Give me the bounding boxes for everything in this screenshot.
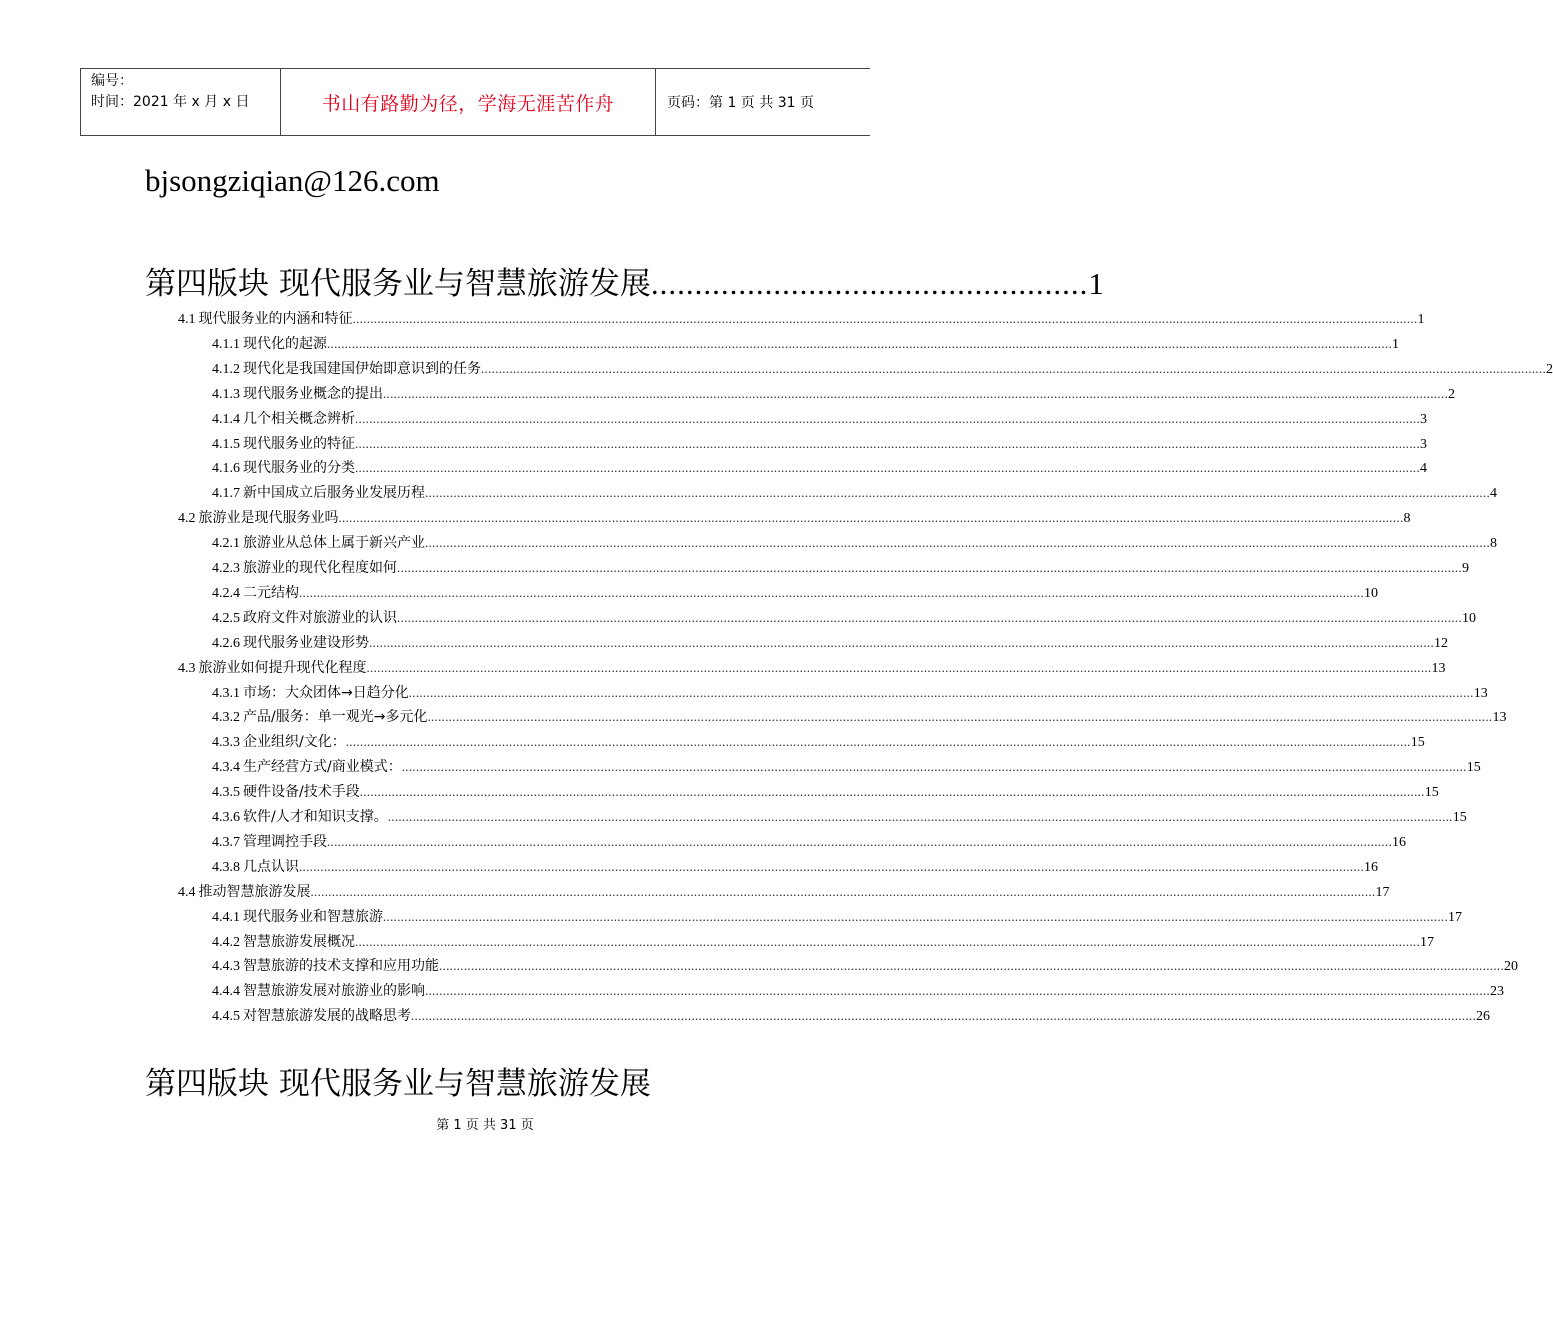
toc-entry-page: 13 xyxy=(1473,685,1488,701)
toc-entry-page: 8 xyxy=(1490,536,1497,552)
toc-entry-title: 管理调控手段 xyxy=(243,833,327,850)
toc-entry-page: 13 xyxy=(1492,710,1507,726)
toc-entry-page: 17 xyxy=(1375,884,1390,900)
toc-entry-title: 智慧旅游的技术支撑和应用功能 xyxy=(243,958,439,975)
toc-entry-page: 1 xyxy=(1392,336,1399,352)
toc-entry[interactable] xyxy=(212,632,1448,654)
toc-entry[interactable] xyxy=(212,557,1469,579)
toc-entry-page: 3 xyxy=(1420,436,1427,452)
toc-entry-leader: ............................................................................................................................................................................................................................................................................................................ xyxy=(338,510,1404,526)
toc-entry-leader: ............................................................................................................................................................................................................................................................................................................ xyxy=(425,485,1490,501)
toc-entry[interactable] xyxy=(212,482,1497,504)
toc-entry-leader: ............................................................................................................................................................................................................................................................................................................ xyxy=(481,360,1546,376)
toc-entry-number: 4.1.7 xyxy=(212,486,240,502)
toc-entry[interactable] xyxy=(178,657,1446,679)
toc-entry-number: 4.2.4 xyxy=(212,585,240,601)
toc-entry-title: 现代服务业建设形势 xyxy=(243,634,369,651)
toc-entry[interactable] xyxy=(178,308,1425,330)
toc-entry[interactable] xyxy=(212,831,1406,853)
toc-entry-leader: ............................................................................................................................................................................................................................................................................................................ xyxy=(397,609,1462,625)
toc-entry-title: 旅游业从总体上属于新兴产业 xyxy=(243,535,425,552)
toc-entry-title: 政府文件对旅游业的认识 xyxy=(243,609,397,626)
toc-entry-page: 10 xyxy=(1364,585,1378,601)
toc-entry-title: 生产经营方式/商业模式： xyxy=(243,759,402,776)
toc-entry-number: 4.3 xyxy=(178,660,196,676)
toc-entry[interactable] xyxy=(212,1005,1490,1027)
toc-entry-page: 15 xyxy=(1424,785,1439,801)
header-page-label: 页码：第 1 页 共 31 页 xyxy=(667,95,814,111)
toc-entry-title: 旅游业是现代服务业吗 xyxy=(198,510,339,527)
toc-entry[interactable] xyxy=(212,931,1434,953)
document-time-label: 时间：2021 年 x 月 x 日 xyxy=(91,94,250,110)
toc-entry-number: 4.2.3 xyxy=(212,561,240,576)
toc-entry-leader: ............................................................................................................................................................................................................................................................................................................ xyxy=(355,933,1420,949)
toc-entry-title: 智慧旅游发展对旅游业的影响 xyxy=(243,983,425,1000)
toc-entry-leader: ............................................................................................................................................................................................................................................................................................................ xyxy=(355,460,1420,476)
toc-entry-page: 16 xyxy=(1364,859,1378,875)
toc-entry-leader: ............................................................................................................................................................................................................................................................................................................ xyxy=(369,634,1434,650)
toc-entry-page: 12 xyxy=(1434,635,1448,651)
toc-entry-title: 旅游业的现代化程度如何 xyxy=(243,560,397,576)
toc-entry-title: 现代服务业的分类 xyxy=(243,460,355,477)
toc-entry-title: 二元结构 xyxy=(243,584,299,601)
toc-entry-title: 旅游业如何提升现代化程度 xyxy=(198,659,367,676)
toc-entry-leader: ............................................................................................................................................................................................................................................................................................................ xyxy=(397,560,1462,575)
toc-entry-title: 现代服务业的内涵和特征 xyxy=(198,311,353,327)
toc-entry-page: 17 xyxy=(1448,909,1462,925)
toc-entry-leader: ............................................................................................................................................................................................................................................................................................................ xyxy=(299,858,1364,874)
toc-entry-page: 13 xyxy=(1431,660,1446,676)
toc-entry-title: 企业组织/文化： xyxy=(243,734,346,751)
toc-entry-number: 4.3.3 xyxy=(212,735,240,751)
toc-entry-title: 几个相关概念辨析 xyxy=(243,410,355,427)
toc-heading-leader: .................................................. xyxy=(650,266,1089,301)
toc-entry-leader: ............................................................................................................................................................................................................................................................................................................ xyxy=(355,410,1420,426)
toc-entry-title: 现代化是我国建国伊始即意识到的任务 xyxy=(243,360,481,377)
toc-entry[interactable] xyxy=(212,731,1425,753)
toc-entry-page: 23 xyxy=(1490,984,1504,1000)
toc-entry-page: 15 xyxy=(1466,760,1481,776)
toc-entry-page: 26 xyxy=(1476,1009,1490,1025)
toc-entry-number: 4.1.1 xyxy=(212,336,240,352)
toc-entry-leader: ............................................................................................................................................................................................................................................................................................................ xyxy=(352,311,1418,326)
toc-entry-title: 硬件设备/技术手段 xyxy=(243,784,360,801)
toc-entry-title: 对智慧旅游发展的战略思考 xyxy=(243,1008,411,1025)
toc-entry-leader: ............................................................................................................................................................................................................................................................................................................ xyxy=(383,385,1448,401)
toc-entry-leader: ............................................................................................................................................................................................................................................................................................................ xyxy=(401,759,1467,775)
toc-entry-leader: ............................................................................................................................................................................................................................................................................................................ xyxy=(327,335,1392,351)
toc-entry-title: 智慧旅游发展概况 xyxy=(243,933,355,950)
toc-entry-page: 9 xyxy=(1462,561,1469,576)
toc-entry-leader: ............................................................................................................................................................................................................................................................................................................ xyxy=(299,584,1364,600)
toc-entry[interactable] xyxy=(212,806,1467,828)
toc-entry-leader: ............................................................................................................................................................................................................................................................................................................ xyxy=(387,809,1453,824)
toc-entry-number: 4.4 xyxy=(178,884,196,900)
toc-entry-number: 4.1.4 xyxy=(212,411,240,427)
toc-heading[interactable] xyxy=(145,258,1104,303)
toc-entry[interactable] xyxy=(212,781,1439,803)
toc-entry-title: 软件/人才和知识支撑。 xyxy=(243,809,388,825)
toc-entry-number: 4.3.6 xyxy=(212,810,240,825)
toc-heading-text: 第四版块 现代服务业与智慧旅游发展 xyxy=(145,266,651,302)
toc-entry-page: 10 xyxy=(1462,610,1476,626)
toc-entry-number: 4.4.2 xyxy=(212,934,240,950)
page-header xyxy=(80,68,870,136)
toc-entry-leader: ............................................................................................................................................................................................................................................................................................................ xyxy=(345,734,1411,750)
toc-entry[interactable] xyxy=(212,408,1427,430)
toc-entry-number: 4.3.8 xyxy=(212,859,240,875)
toc-entry[interactable] xyxy=(212,706,1507,728)
toc-entry-page: 16 xyxy=(1392,834,1406,850)
toc-entry[interactable] xyxy=(212,856,1378,878)
toc-entry-page: 17 xyxy=(1420,934,1434,950)
toc-entry-page: 1 xyxy=(1417,312,1425,327)
header-motto: 书山有路勤为径，学海无涯苦作舟 xyxy=(281,69,656,135)
toc-entry[interactable] xyxy=(178,507,1411,529)
toc-entry-page: 2 xyxy=(1546,361,1553,377)
toc-entry[interactable] xyxy=(212,955,1518,977)
toc-entry-leader: ............................................................................................................................................................................................................................................................................................................ xyxy=(383,908,1448,924)
toc-entry-leader: ............................................................................................................................................................................................................................................................................................................ xyxy=(427,709,1493,725)
toc-entry[interactable] xyxy=(212,582,1378,604)
toc-heading-page: 1 xyxy=(1088,266,1104,301)
toc-entry[interactable] xyxy=(212,607,1476,629)
toc-entry-title: 现代服务业概念的提出 xyxy=(243,385,383,402)
toc-entry[interactable] xyxy=(212,333,1399,355)
toc-entry[interactable] xyxy=(178,881,1390,903)
toc-entry-number: 4.1.6 xyxy=(212,461,240,477)
toc-entry-title: 市场：大众团体→日趋分化 xyxy=(243,684,409,701)
page-footer: 第 1 页 共 31 页 xyxy=(436,1118,534,1133)
toc-entry-number: 4.3.4 xyxy=(212,760,240,776)
toc-entry[interactable] xyxy=(212,756,1481,778)
toc-entry-number: 4.4.1 xyxy=(212,909,240,925)
toc-entry[interactable] xyxy=(212,433,1427,455)
toc-entry-title: 现代化的起源 xyxy=(243,335,327,352)
toc-entry[interactable] xyxy=(212,682,1488,704)
toc-entry-number: 4.2.6 xyxy=(212,635,240,651)
toc-entry[interactable] xyxy=(212,532,1497,554)
toc-entry-page: 20 xyxy=(1504,959,1518,975)
document-number-label: 编号： xyxy=(91,73,133,89)
toc-entry-title: 推动智慧旅游发展 xyxy=(198,883,311,900)
toc-entry-number: 4.2.5 xyxy=(212,610,240,626)
toc-entry-leader: ............................................................................................................................................................................................................................................................................................................ xyxy=(425,535,1490,551)
toc-entry-leader: ............................................................................................................................................................................................................................................................................................................ xyxy=(411,1008,1476,1024)
toc-entry-leader: ............................................................................................................................................................................................................................................................................................................ xyxy=(366,659,1432,675)
toc-entry-number: 4.3.7 xyxy=(212,834,240,850)
toc-entry-leader: ............................................................................................................................................................................................................................................................................................................ xyxy=(355,435,1420,451)
toc-entry-number: 4.2.1 xyxy=(212,536,240,552)
header-meta-cell xyxy=(81,69,281,135)
toc-entry-page: 15 xyxy=(1452,810,1467,825)
toc-entry-leader: ............................................................................................................................................................................................................................................................................................................ xyxy=(327,833,1392,849)
toc-entry[interactable] xyxy=(212,383,1455,405)
toc-entry-page: 4 xyxy=(1490,486,1497,502)
toc-entry-number: 4.1.3 xyxy=(212,386,240,402)
toc-entry-page: 3 xyxy=(1420,411,1427,427)
toc-entry-title: 几点认识 xyxy=(243,858,299,875)
toc-entry-leader: ............................................................................................................................................................................................................................................................................................................ xyxy=(408,684,1474,700)
toc-entry[interactable] xyxy=(212,358,1553,380)
toc-entry-leader: ............................................................................................................................................................................................................................................................................................................ xyxy=(439,958,1504,974)
toc-entry-title: 产品/服务：单一观光→多元化 xyxy=(243,709,428,726)
toc-entry-number: 4.3.2 xyxy=(212,710,240,726)
toc-entry-number: 4.1.5 xyxy=(212,436,240,452)
section-title: 第四版块 现代服务业与智慧旅游发展 xyxy=(145,1066,651,1102)
toc-entry-page: 15 xyxy=(1410,735,1425,751)
toc-entry-leader: ............................................................................................................................................................................................................................................................................................................ xyxy=(310,883,1376,899)
toc-entry[interactable] xyxy=(212,980,1504,1002)
toc-entry-number: 4.4.5 xyxy=(212,1009,240,1025)
toc-entry-page: 8 xyxy=(1403,511,1411,527)
toc-entry-number: 4.2 xyxy=(178,511,196,527)
toc-entry-title: 现代服务业和智慧旅游 xyxy=(243,908,383,925)
toc-entry-page: 2 xyxy=(1448,386,1455,402)
toc-entry-title: 现代服务业的特征 xyxy=(243,435,355,452)
toc-entry[interactable] xyxy=(212,906,1462,928)
toc-entry-leader: ............................................................................................................................................................................................................................................................................................................ xyxy=(359,784,1425,800)
toc-entry-number: 4.4.4 xyxy=(212,984,240,1000)
toc-entry-leader: ............................................................................................................................................................................................................................................................................................................ xyxy=(425,983,1490,999)
toc-entry-title: 新中国成立后服务业发展历程 xyxy=(243,485,425,502)
toc-entry-number: 4.1.2 xyxy=(212,361,240,377)
toc-entry[interactable] xyxy=(212,457,1427,479)
toc-entry-number: 4.1 xyxy=(178,312,196,327)
toc-entry-number: 4.3.1 xyxy=(212,685,240,701)
toc-entry-page: 4 xyxy=(1420,461,1427,477)
author-email: bjsongziqian@126.com xyxy=(145,163,440,198)
toc-entry-number: 4.4.3 xyxy=(212,959,240,975)
toc-entry-number: 4.3.5 xyxy=(212,785,240,801)
